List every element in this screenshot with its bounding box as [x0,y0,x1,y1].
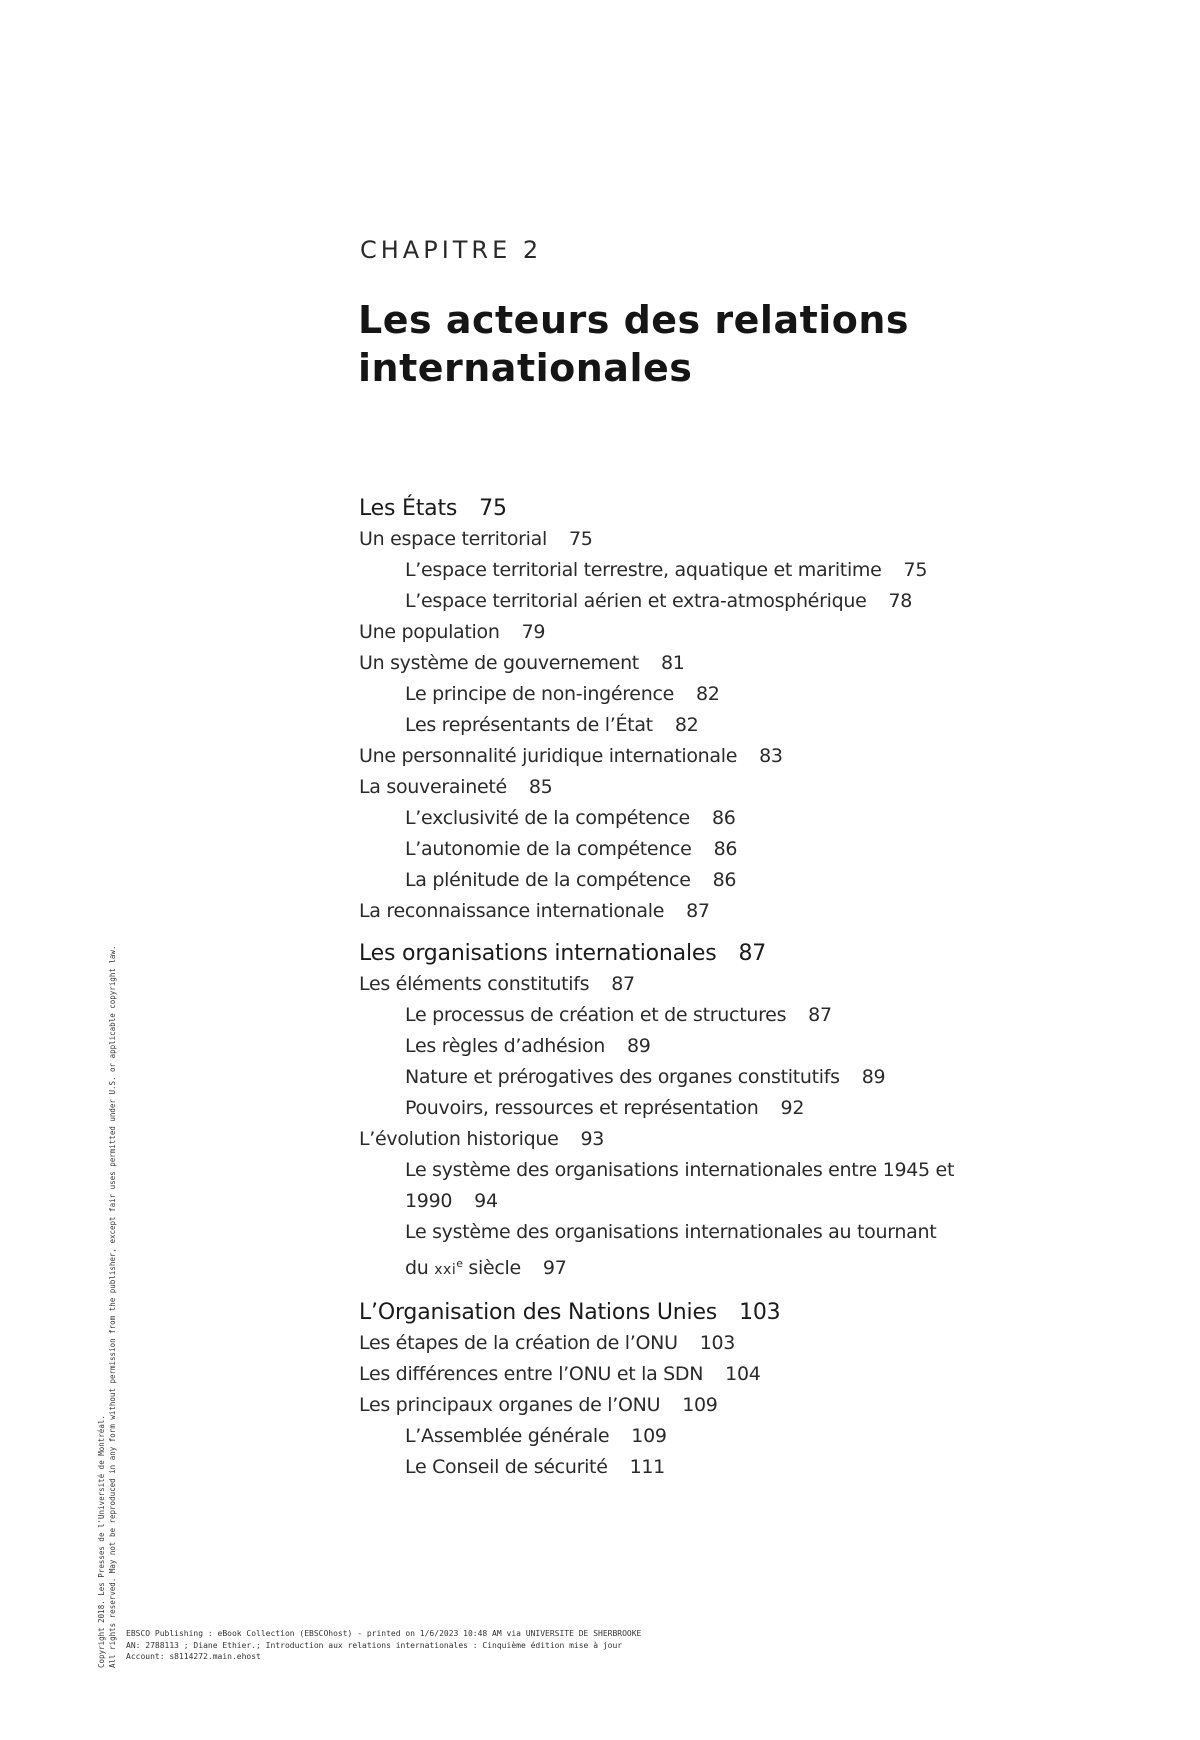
toc-page-number: 75 [479,496,507,521]
toc-entry-level-3 [359,710,965,741]
toc-entry-title: Les principaux organes de l’ONU [359,1394,661,1416]
toc-page-number: 81 [660,652,685,674]
toc-entry-level-3 [359,586,965,617]
toc-entry-level-2 [359,1359,999,1390]
toc-entry-level-3 [359,1000,965,1031]
toc-entry-title: La plénitude de la compétence [405,869,691,891]
toc-entry-level-3 [359,1031,965,1062]
toc-entry-level-2 [359,1390,999,1421]
toc-entry-level-3 [359,1093,965,1124]
toc-entry-level-3 [359,1421,965,1452]
toc-page-number: 78 [888,590,913,612]
toc-entry-title: Le processus de création et de structures [405,1004,787,1026]
toc-entry-level-2 [359,1328,999,1359]
toc-page-number: 92 [780,1097,805,1119]
ebook-print-stamp [126,1628,641,1663]
toc-page-number: 83 [759,745,783,767]
toc-page-number: 86 [713,838,738,860]
copyright-line: All rights reserved. May not be reproduced in any form without permission from the publisher, except fair uses permitted under U.S. or applicable copyright law. [108,945,117,1668]
toc-entry-level-2 [359,772,999,803]
toc-entry-title: Un système de gouvernement [359,652,639,674]
toc-entry-level-3 [359,1062,965,1093]
toc-entry-level-1 [359,939,999,969]
toc-entry-title: Le système des organisations internationales au tournant du [405,1221,937,1279]
chapter-label: CHAPITRE 2 [360,236,543,264]
toc-entry-title: Les représentants de l’État [405,714,653,736]
toc-page-number: 75 [568,528,593,550]
toc-page-number: 87 [738,941,767,966]
stamp-line: Account: s8114272.main.ehost [126,1652,261,1661]
toc-entry-level-2 [359,1124,999,1155]
toc-entry-level-2 [359,896,999,927]
toc-entry-title: Les éléments constitutifs [359,973,590,995]
toc-entry-level-3 [359,1155,965,1217]
toc-entry-title: Les États [359,496,458,521]
toc-page-number: 85 [528,776,553,798]
toc-page-number: 87 [808,1004,832,1026]
toc-entry-title: Pouvoirs, ressources et représentation [405,1097,759,1119]
toc-entry-title: Les étapes de la création de l’ONU [359,1332,678,1354]
ordinal-superscript: e [456,1257,463,1270]
toc-page-number: 86 [711,807,736,829]
toc-entry-title: Les différences entre l’ONU et la SDN [359,1363,704,1385]
toc-entry-title: La souveraineté [359,776,507,798]
toc-entry-level-2 [359,648,999,679]
toc-entry-title: L’exclusivité de la compétence [405,807,690,829]
toc-page-number: 82 [674,714,699,736]
toc-entry-title-continued: siècle [462,1257,521,1279]
toc-page-number: 79 [521,621,546,643]
toc-page-number: 103 [699,1332,736,1354]
toc-entry-level-1 [359,494,999,524]
toc-entry-title: Une population [359,621,500,643]
toc-entry-title: L’Assemblée générale [405,1425,610,1447]
toc-entry-title: Les règles d’adhésion [405,1035,606,1057]
chapter-title: Les acteurs des relations internationales [358,298,910,390]
toc-entry-level-3 [359,803,965,834]
toc-page-number: 75 [903,559,928,581]
toc-entry-title: L’espace territorial aérien et extra-atmosphérique [405,590,867,612]
toc-entry-title: Un espace territorial [359,528,547,550]
toc-entry-title: Le principe de non-ingérence [405,683,674,705]
toc-entry-level-3 [359,1452,965,1483]
toc-entry-level-2 [359,617,999,648]
toc-entry-level-1 [359,1298,999,1328]
toc-page-number: 103 [739,1300,781,1325]
toc-page-number: 104 [725,1363,761,1385]
toc-entry-title: L’Organisation des Nations Unies [359,1300,718,1325]
toc-page-number: 82 [695,683,720,705]
copyright-notice [96,578,118,1668]
toc-page-number: 89 [861,1066,886,1088]
stamp-line: AN: 2788113 ; Diane Ethier.; Introduction aux relations internationales : Cinquième édition mise à jour [126,1640,623,1650]
toc-page-number: 87 [611,973,635,995]
copyright-line: Copyright 2018. Les Presses de l'Université de Montréal. [97,1415,106,1668]
toc-entry-title: Nature et prérogatives des organes constitutifs [405,1066,840,1088]
toc-entry-level-3 [359,834,965,865]
toc-entry-title: L’évolution historique [359,1128,559,1150]
toc-entry-level-3 [359,555,965,586]
stamp-line: EBSCO Publishing : eBook Collection (EBSCOhost) - printed on 1/6/2023 10:48 AM via UNIVERSITE DE SHERBROOKE [126,1629,642,1638]
toc-page-number: 109 [682,1394,718,1416]
toc-entry-title: Le Conseil de sécurité [405,1456,608,1478]
toc-page-number: 93 [580,1128,605,1150]
toc-entry-title: L’espace territorial terrestre, aquatique et maritime [405,559,882,581]
toc-page-number: 86 [712,869,737,891]
toc-page-number: 87 [686,900,710,922]
toc-entry-level-3 [359,679,965,710]
toc-page-number: 89 [627,1035,651,1057]
toc-page-number: 111 [629,1456,665,1478]
toc-page-number: 97 [542,1257,567,1279]
toc-entry-title: Les organisations internationales [359,941,717,966]
toc-page-number: 109 [631,1425,667,1447]
toc-entry-level-2 [359,969,999,1000]
toc-entry-level-3 [359,1217,965,1286]
toc-entry-level-2 [359,524,999,555]
toc-entry-level-3 [359,865,965,896]
toc-entry-title: Une personnalité juridique internationale [359,745,738,767]
toc-page-number: 94 [474,1190,498,1212]
century-numeral: xxi [434,1262,457,1278]
toc-entry-title: Le système des organisations internationales entre 1945 et 1990 [405,1159,955,1212]
table-of-contents [359,494,999,1483]
toc-entry-title: La reconnaissance internationale [359,900,665,922]
toc-entry-title: L’autonomie de la compétence [405,838,692,860]
toc-entry-level-2 [359,741,999,772]
